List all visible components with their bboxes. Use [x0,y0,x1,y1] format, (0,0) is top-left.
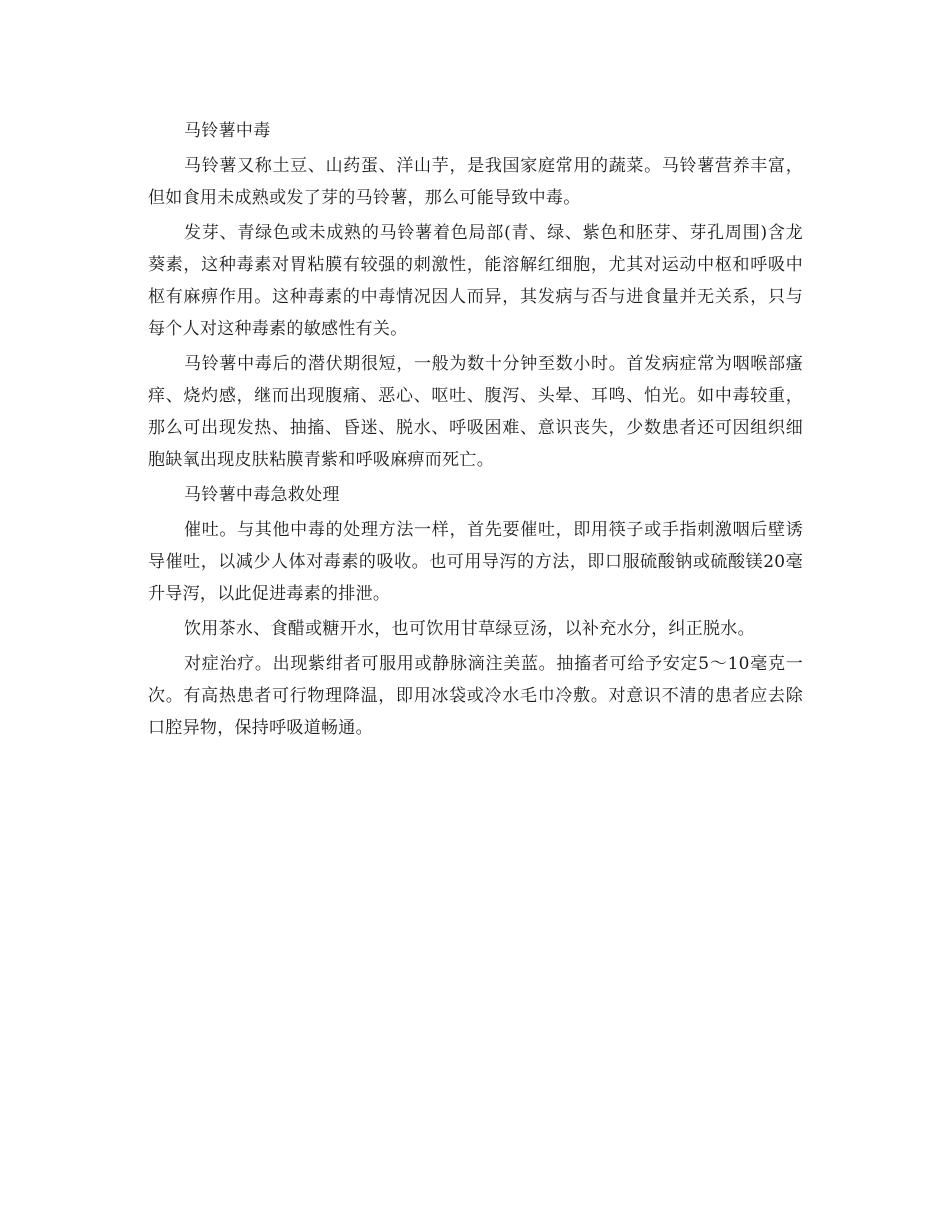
paragraph-intro: 马铃薯又称土豆、山药蛋、洋山芋，是我国家庭常用的蔬菜。马铃薯营养丰富，但如食用未成熟或发了芽的马铃薯，那么可能导致中毒。 [148,156,803,208]
paragraph-treatment: 对症治疗。出现紫绀者可服用或静脉滴注美蓝。抽搐者可给予安定5～10毫克一次。有高热患者可行物理降温，即用冰袋或冷水毛巾冷敷。对意识不清的患者应去除口腔异物，保持呼吸道畅通。 [148,654,803,738]
paragraph-cause: 发芽、青绿色或未成熟的马铃薯着色局部(青、绿、紫色和胚芽、芽孔周围)含龙葵素，这种毒素对胃粘膜有较强的刺激性，能溶解红细胞，尤其对运动中枢和呼吸中枢有麻痹作用。这种毒素的中毒情况因人而异，其发病与否与进食量并无关系，只与每个人对这种毒素的敏感性有关。 [148,223,803,339]
paragraph-symptoms: 马铃薯中毒后的潜伏期很短，一般为数十分钟至数小时。首发病症常为咽喉部瘙痒、烧灼感，继而出现腹痛、恶心、呕吐、腹泻、头晕、耳鸣、怕光。如中毒较重，那么可出现发热、抽搐、昏迷、脱水、呼吸困难、意识丧失，少数患者还可因组织细胞缺氧出现皮肤粘膜青紫和呼吸麻痹而死亡。 [148,354,803,470]
paragraph-fluids: 饮用茶水、食醋或糖开水，也可饮用甘草绿豆汤，以补充水分，纠正脱水。 [184,619,755,639]
paragraph-vomiting: 催吐。与其他中毒的处理方法一样，首先要催吐，即用筷子或手指刺激咽后壁诱导催吐，以减少人体对毒素的吸收。也可用导泻的方法，即口服硫酸钠或硫酸镁20毫升导泻，以此促进毒素的排泄。 [148,520,803,604]
document-body [148,115,803,747]
section-heading-first-aid: 马铃薯中毒急救处理 [184,485,340,505]
section-heading-poisoning: 马铃薯中毒 [184,121,271,141]
